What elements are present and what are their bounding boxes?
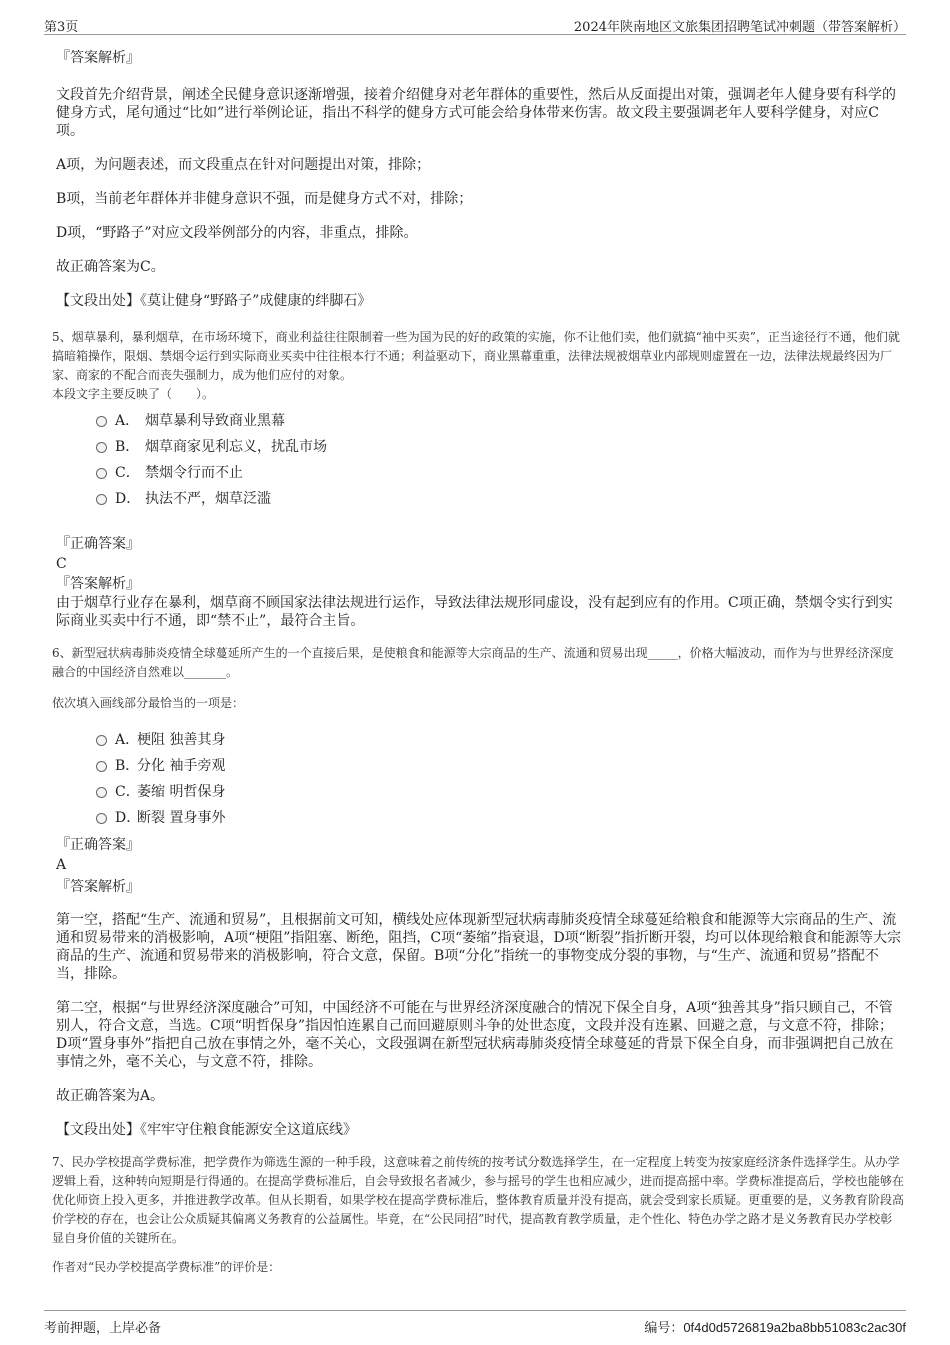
page-header (44, 14, 906, 35)
option-key: A． (115, 413, 140, 429)
radio-icon[interactable] (96, 416, 107, 427)
q6-analysis-label: 『答案解析』 (56, 879, 140, 895)
option-text: 梗阻 独善其身 (137, 732, 226, 748)
q6-option-a[interactable] (96, 727, 904, 753)
document-code: 编号：0f4d0d5726819a2ba8bb51083c2ac30f (644, 1320, 906, 1335)
option-key: B． (115, 439, 140, 455)
radio-icon[interactable] (96, 813, 107, 824)
radio-icon[interactable] (96, 442, 107, 453)
q4-analysis-label: 『答案解析』 (56, 50, 140, 66)
q7-stem: 7、民办学校提高学费标准，把学费作为筛选生源的一种手段，这意味着之前传统的按考试分数选择学生，在一定程度上转变为按家庭经济条件选择学生。从办学逻辑上看，这种转向短期是行得通的。在提高学费标准后，自会导致报名者减少，参与摇号的学生也相应减少，进而提高摇中率。学费标准提高后，学校也能够在优化师资上投入更多，并推进教学改革。但从长期看，如果学校在提高学费标准后，整体教育质量并没有提高，就会受到家长质疑。更重要的是，义务教育阶段高价学校的存在，也会让公众质疑其偏离义务教育的公益属性。毕竟，在“公民同招”时代，提高教育教学质量，走个性化、特色办学之路才是义务教育民办学校彰显自身价值的关键所在。 (52, 1155, 905, 1245)
option-key: C． (115, 784, 140, 800)
q5-option-c[interactable] (96, 460, 904, 486)
q4-analysis-p4: D项，“野路子”对应文段举例部分的内容，非重点，排除。 (56, 225, 418, 241)
q6-option-d[interactable] (96, 805, 904, 831)
q5-answer: C (56, 556, 67, 572)
radio-icon[interactable] (96, 468, 107, 479)
q5-options (96, 408, 904, 512)
q7-question: 作者对“民办学校提高学费标准”的评价是： (52, 1260, 281, 1274)
option-text: 烟草暴利导致商业黑幕 (145, 413, 285, 429)
page-content (52, 44, 905, 1277)
q5-option-d[interactable] (96, 486, 904, 512)
q4-source: 【文段出处】《莫让健身“野路子”成健康的绊脚石》 (56, 293, 372, 309)
q6-source: 【文段出处】《牢牢守住粮食能源安全这道底线》 (56, 1122, 357, 1138)
q6-option-c[interactable] (96, 779, 904, 805)
q6-analysis-p1: 第一空，搭配“生产、流通和贸易”，且根据前文可知，横线处应体现新型冠状病毒肺炎疫情全球蔓延给粮食和能源等大宗商品的生产、流通和贸易带来的消极影响，A项“梗阻”指阻塞、断绝，阻挡，C项“萎缩”指衰退，D项“断裂”指折断开裂，均可以体现给粮食和能源等大宗商品的生产、流通和贸易带来的消极影响，符合文意，保留。B项“分化”指统一的事物变成分裂的事物，与“生产、流通和贸易”搭配不当，排除。 (56, 912, 901, 982)
option-key: B． (115, 758, 140, 774)
q6-question: 依次填入画线部分最恰当的一项是： (52, 696, 245, 710)
radio-icon[interactable] (96, 787, 107, 798)
q6-analysis-p2: 第二空，根据“与世界经济深度融合”可知，中国经济不可能在与世界经济深度融合的情况下保全自身，A项“独善其身”指只顾自己，不管别人，符合文意，当选。C项“明哲保身”指因怕连累自己而回避原则斗争的处世态度，文段并没有连累、回避之意，与文意不符，排除；D项“置身事外”指把自己放在事情之外，毫不关心，文段强调在新型冠状病毒肺炎疫情全球蔓延的背景下保全自身，而非强调把自己放在事情之外，毫不关心，与文意不符，排除。 (56, 1000, 894, 1070)
option-key: A． (115, 732, 140, 748)
option-text: 执法不严，烟草泛滥 (145, 491, 271, 507)
q6-answer-label: 『正确答案』 (56, 837, 140, 853)
option-text: 禁烟令行而不止 (145, 465, 243, 481)
q6-options (96, 727, 904, 831)
q4-analysis-p2: A项，为问题表述，而文段重点在针对问题提出对策，排除； (56, 157, 431, 173)
q4-answer-line: 故正确答案为C。 (56, 259, 165, 275)
option-text: 分化 袖手旁观 (137, 758, 226, 774)
option-text: 萎缩 明哲保身 (137, 784, 226, 800)
q6-stem: 6、新型冠状病毒肺炎疫情全球蔓延所产生的一个直接后果，是使粮食和能源等大宗商品的生产、流通和贸易出现_____，价格大幅波动，而作为与世界经济深度融合的中国经济自然难以_______。 (52, 646, 894, 679)
radio-icon[interactable] (96, 761, 107, 772)
option-key: D． (115, 491, 141, 507)
q5-analysis-label: 『答案解析』 (56, 576, 140, 592)
option-text: 烟草商家见利忘义，扰乱市场 (145, 439, 327, 455)
q4-analysis-p1: 文段首先介绍背景，阐述全民健身意识逐渐增强，接着介绍健身对老年群体的重要性，然后从反面提出对策，强调老年人健身要有科学的健身方式，尾句通过“比如”进行举例论证，指出不科学的健身方式可能会给身体带来伤害。故文段主要强调老年人要科学健身，对应C项。 (56, 87, 896, 139)
q5-option-a[interactable] (96, 408, 904, 434)
q5-answer-label: 『正确答案』 (56, 536, 140, 552)
option-key: C． (115, 465, 140, 481)
document-title: 2024年陕南地区文旅集团招聘笔试冲刺题（带答案解析） (573, 20, 906, 35)
radio-icon[interactable] (96, 494, 107, 505)
radio-icon[interactable] (96, 735, 107, 746)
q6-answer: A (56, 857, 67, 873)
q6-answer-line: 故正确答案为A。 (56, 1088, 165, 1104)
q5-option-b[interactable] (96, 434, 904, 460)
q6-option-b[interactable] (96, 753, 904, 779)
q5-stem: 5、烟草暴利，暴利烟草，在市场环境下，商业利益往往限制着一些为国为民的好的政策的实施，你不让他们卖，他们就搞“袖中买卖”，正当途径行不通，他们就搞暗箱操作，限烟、禁烟令运行到实际商业买卖中往往根本行不通；利益驱动下，商业黑幕重重，法律法规被烟草业内部规则虚置在一边，法律法规最终因为厂家、商家的不配合而丧失强制力，成为他们应付的对象。 (52, 330, 900, 382)
q5-analysis: 由于烟草行业存在暴利，烟草商不顾国家法律法规进行运作，导致法律法规形同虚设，没有起到应有的作用。C项正确，禁烟令实行到实际商业买卖中行不通，即“禁不止”，最符合主旨。 (56, 595, 893, 629)
q4-analysis-p3: B项，当前老年群体并非健身意识不强，而是健身方式不对，排除； (56, 191, 473, 207)
q5-question: 本段文字主要反映了（ ）。 (52, 387, 215, 401)
page-number: 第3页 (44, 20, 79, 35)
footer-slogan: 考前押题，上岸必备 (44, 1321, 162, 1336)
option-text: 断裂 置身事外 (137, 810, 226, 826)
option-key: D． (115, 810, 141, 826)
page-footer (44, 1310, 906, 1337)
